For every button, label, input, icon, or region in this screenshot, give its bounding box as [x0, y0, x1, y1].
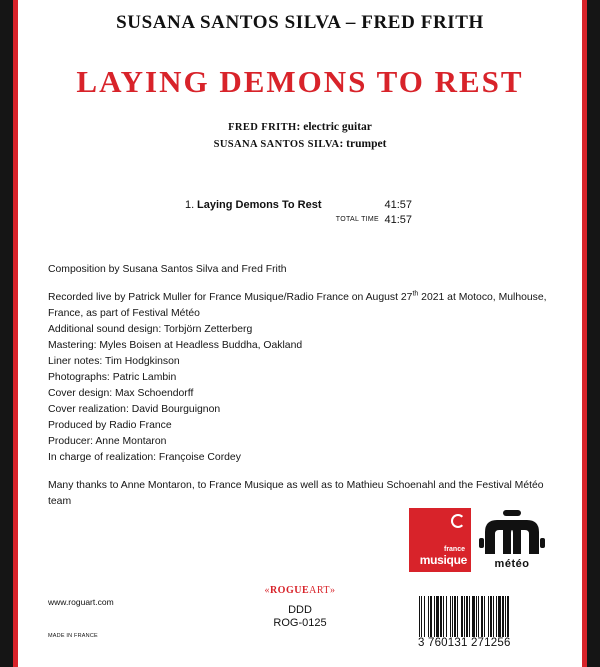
france-musique-mark-icon — [451, 514, 465, 528]
record-label — [0, 585, 600, 596]
personnel-list — [0, 119, 600, 153]
credit-line: Producer: Anne Montaron — [48, 436, 167, 447]
credit-line: Mastering: Myles Boisen at Headless Buddha, Oakland — [48, 340, 303, 351]
credit-line: Photographs: Patric Lambin — [48, 372, 177, 383]
barcode — [418, 596, 550, 651]
credit-line: Produced by Radio France — [48, 420, 172, 431]
credit-line: Cover realization: David Bourguignon — [48, 404, 221, 415]
musician-instrument: : electric guitar — [296, 121, 372, 133]
track-number: 1. — [185, 199, 195, 211]
credit-line: In charge of realization: Françoise Cordey — [48, 452, 241, 463]
personnel-row — [0, 136, 600, 153]
barcode-number: 3 760131 271256 — [418, 637, 556, 649]
recording-text-end: 2021 at Motoco, Mulhouse, France, as part of Festival Météo — [48, 292, 547, 319]
website-url: www.roguart.com — [48, 597, 114, 607]
recording-credit — [48, 290, 568, 322]
musician-name: FRED FRITH — [228, 122, 297, 133]
total-time-label: TOTAL TIME — [335, 216, 379, 223]
track-title: Laying Demons To Rest — [197, 199, 322, 211]
credit-line: Additional sound design: Torbjörn Zetterberg — [48, 324, 253, 335]
tracklist — [180, 199, 440, 229]
left-red-border — [13, 0, 18, 667]
france-musique-logo — [409, 508, 471, 572]
credits-block — [48, 262, 568, 510]
meteo-text: météo — [494, 558, 530, 570]
composition-credit: Composition by Susana Santos Silva and Fred Frith — [48, 264, 287, 275]
catalog-number: ROG-0125 — [273, 617, 327, 629]
credit-line: Liner notes: Tim Hodgkinson — [48, 356, 180, 367]
label-bold-part: ROGUE — [269, 585, 310, 596]
track-row — [180, 199, 440, 214]
made-in: MADE IN FRANCE — [48, 633, 98, 639]
musician-instrument: : trumpet — [339, 138, 387, 150]
date-suffix: th — [412, 290, 419, 298]
album-title: LAYING DEMONS TO REST — [76, 64, 524, 99]
label-quote-open: « — [264, 585, 270, 596]
musician-name: SUSANA SANTOS SILVA — [213, 139, 340, 150]
total-time-value: 41:57 — [384, 214, 412, 226]
recording-format: DDD — [288, 604, 312, 616]
credit-line: Cover design: Max Schoendorff — [48, 388, 194, 399]
total-row — [180, 214, 440, 229]
thanks-line: Many thanks to Anne Montaron, to France Musique as well as to Mathieu Schoenahl and the Festival Météo team — [48, 480, 544, 507]
recording-text: Recorded live by Patrick Muller for France Musique/Radio France on August 27 — [48, 292, 413, 303]
label-rest: ART» — [309, 585, 336, 596]
meteo-mark-icon — [477, 508, 547, 558]
personnel-row — [0, 119, 600, 136]
france-musique-bottom-text: musique — [419, 553, 467, 567]
meteo-logo — [477, 508, 547, 572]
right-dark-border — [587, 0, 600, 667]
left-dark-border — [0, 0, 13, 667]
artists-heading: SUSANA SANTOS SILVA – FRED FRITH — [116, 12, 484, 33]
track-time: 41:57 — [384, 199, 412, 211]
france-musique-top-text: france — [443, 546, 465, 553]
